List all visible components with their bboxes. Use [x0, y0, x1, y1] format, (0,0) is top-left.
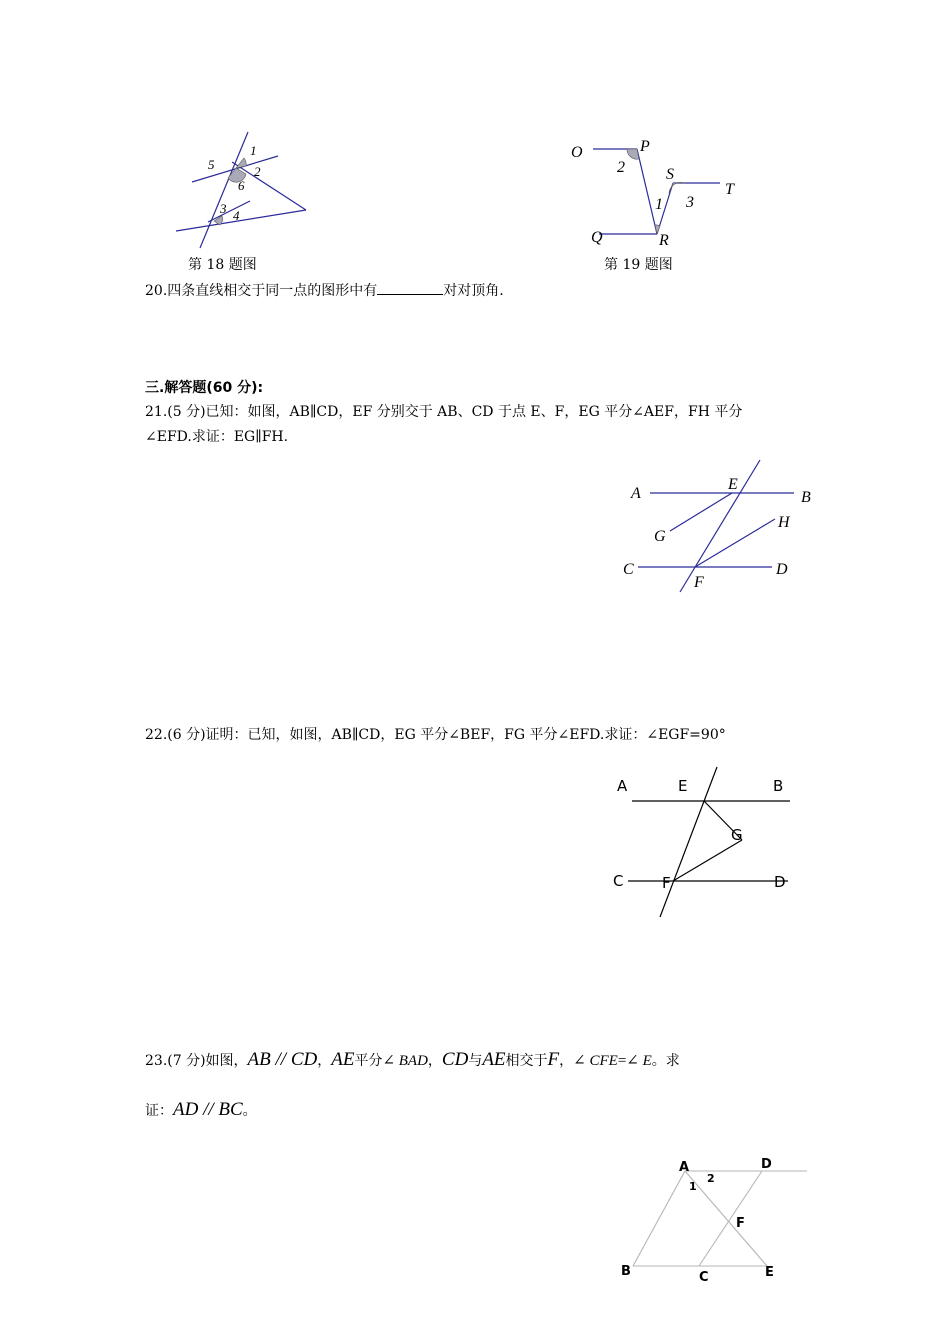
figure-19 [565, 135, 745, 250]
fig21-label-F: F [694, 574, 704, 591]
q23-text: 平分 [354, 1053, 383, 1069]
fig21-label-D: D [776, 561, 788, 578]
fig22-label-B: B [773, 777, 784, 795]
fig18-label-2: 2 [254, 164, 261, 179]
q23-sep: ， [427, 1053, 442, 1069]
question-23-line-1 [145, 1048, 680, 1073]
fig18-label-3: 3 [220, 201, 227, 216]
q20-text-before: 20.四条直线相交于同一点的图形中有 [145, 283, 378, 299]
q23-text: 相交于 [505, 1053, 548, 1069]
q20-text-after: 对对顶角. [443, 283, 504, 299]
q23-sep: ， [559, 1053, 574, 1069]
fig19-label-T: T [725, 181, 734, 198]
fig21-label-H: H [778, 514, 790, 531]
fig19-label-2: 2 [617, 159, 625, 176]
figure-18-caption: 第 18 题图 [188, 257, 257, 273]
fig22-label-G: G [731, 826, 743, 844]
angle-mark [669, 182, 685, 194]
q23-line2-suffix: 。 [242, 1103, 257, 1119]
figure-19-caption: 第 19 题图 [604, 257, 673, 273]
fig23-label-1: 1 [689, 1180, 697, 1193]
figure-23 [615, 1150, 815, 1290]
question-22: 22.(6 分)证明：已知，如图，AB∥CD，EG 平分∠BEF，FG 平分∠EFD.求证：∠EGF=90° [145, 727, 726, 743]
q23-math-cd: CD [441, 1049, 469, 1070]
fig21-label-E: E [728, 476, 738, 493]
q20-answer-blank[interactable] [377, 280, 443, 295]
question-23-line-2 [145, 1098, 257, 1123]
fig23-label-A: A [679, 1160, 690, 1175]
fig19-label-Q: Q [591, 229, 603, 246]
q23-math-f: F [547, 1049, 560, 1070]
q23-math-angle-cfe: ∠ CFE [573, 1053, 618, 1069]
fig19-label-S: S [666, 166, 674, 183]
section-3-title: 三.解答题(60 分): [145, 380, 264, 396]
figure-21 [620, 455, 820, 600]
question-21-line-1: 21.(5 分)已知：如图，AB∥CD，EF 分别交于 AB、CD 于点 E、F，EG 平分∠AEF，FH 平分 [145, 404, 743, 420]
fig22-label-D: D [774, 873, 786, 891]
fig23-label-C: C [699, 1270, 709, 1285]
fig23-label-F: F [736, 1216, 745, 1231]
fig21-label-A: A [631, 485, 641, 502]
fig23-label-2: 2 [707, 1172, 715, 1185]
figure-18 [170, 130, 320, 255]
fig19-label-1: 1 [655, 196, 663, 213]
figure-22 [610, 765, 800, 925]
fig18-label-1: 1 [250, 143, 257, 158]
q23-math-angle-e: ∠ E [626, 1053, 652, 1069]
angle-mark [236, 158, 246, 168]
fig18-label-4: 4 [233, 208, 240, 223]
fig23-label-D: D [761, 1157, 772, 1172]
fig22-label-E: E [678, 777, 688, 795]
question-20 [145, 280, 504, 301]
fig18-label-6: 6 [238, 178, 245, 193]
q23-sep: ， [317, 1053, 332, 1069]
question-21-line-2: ∠EFD.求证：EG∥FH. [145, 429, 289, 445]
fig23-label-E: E [765, 1265, 774, 1280]
fig22-label-C: C [613, 872, 624, 890]
q23-text: 。求 [651, 1053, 680, 1069]
fig23-label-B: B [621, 1264, 631, 1279]
q23-math-ae: AE [331, 1049, 355, 1070]
q23-text: 与 [468, 1053, 483, 1069]
q23-line2-prefix: 证： [145, 1103, 173, 1119]
fig18-label-5: 5 [208, 157, 215, 172]
fig19-label-R: R [659, 232, 669, 249]
fig22-label-F: F [662, 874, 671, 892]
fig22-label-A: A [617, 777, 628, 795]
q23-math-angle-bad: ∠ BAD [382, 1053, 428, 1069]
q23-prefix: 23.(7 分)如图， [145, 1053, 248, 1069]
fig21-label-G: G [654, 528, 666, 545]
angle-mark [627, 149, 639, 159]
fig19-label-P: P [640, 138, 650, 155]
fig21-label-B: B [801, 489, 811, 506]
q23-math-eq: = [617, 1053, 627, 1069]
fig19-label-3: 3 [686, 194, 694, 211]
fig21-label-C: C [623, 561, 634, 578]
q23-math-ad-bc: AD // BC [173, 1099, 243, 1120]
q23-math-ab-cd: AB // CD [247, 1049, 318, 1070]
q23-math-ae-2: AE [482, 1049, 506, 1070]
fig19-label-O: O [571, 144, 583, 161]
